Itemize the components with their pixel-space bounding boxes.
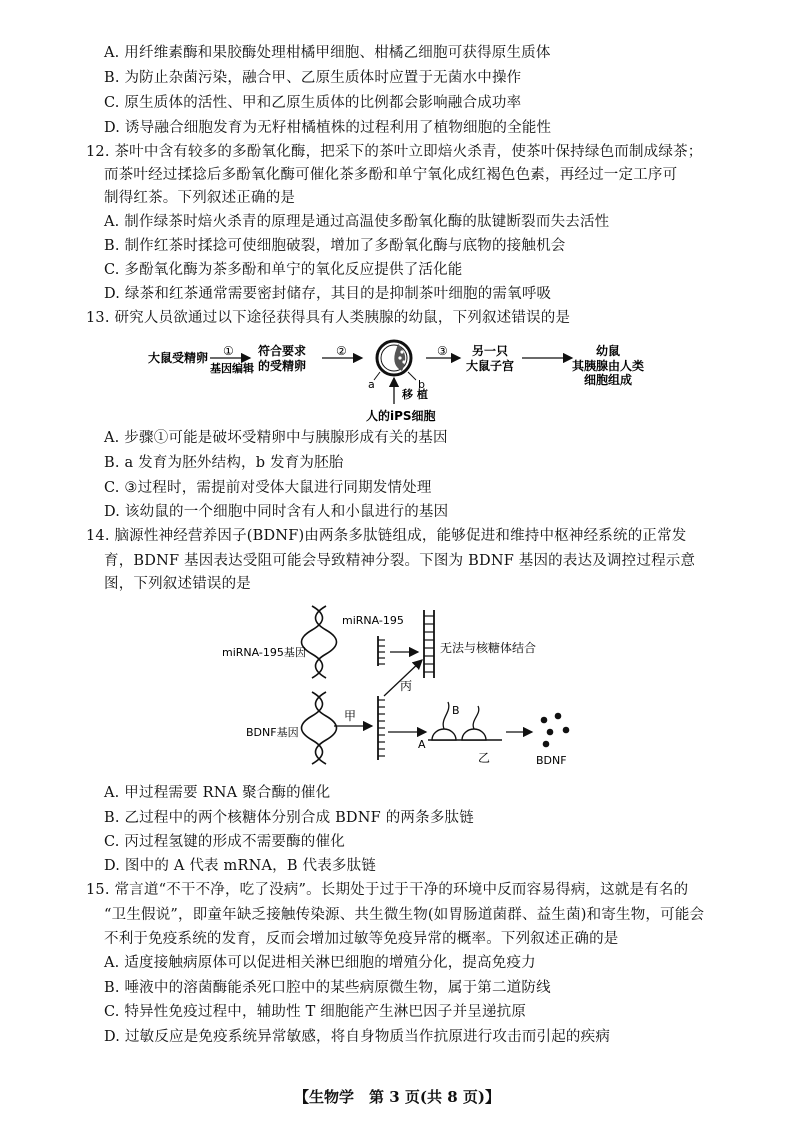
q14-bdnf-label: BDNF: [536, 754, 567, 767]
q14-stem-line3: 图，下列叙述错误的是: [104, 576, 251, 592]
q13-node-pup-line2: 其胰腺由人类: [572, 359, 645, 373]
q14-label-A: A: [418, 738, 426, 751]
q15-option-a: A. 适度接触病原体可以促进相关淋巴细胞的增殖分化，提高免疫力: [104, 955, 536, 971]
q14-option-c: C. 丙过程氢键的形成不需要酶的催化: [104, 834, 345, 850]
q11-option-c: C. 原生质体的活性、甲和乙原生质体的比例都会影响融合成功率: [104, 95, 522, 111]
q13-ips-label: 人的iPS细胞: [366, 409, 436, 423]
q13-node-uterus-line1: 另一只: [472, 344, 509, 358]
q13-option-d: D. 该幼鼠的一个细胞中同时含有人和小鼠进行的基因: [104, 504, 449, 520]
q13-step1-label: 基因编辑: [210, 362, 254, 375]
q14-no-binding-label: 无法与核糖体结合: [440, 641, 537, 655]
q14-stem-line1: 14. 脑源性神经营养因子(BDNF)由两条多肽链组成，能够促进和维持中枢神经系统的正常发: [86, 528, 687, 544]
q14-process-yi-label: 乙: [478, 751, 491, 765]
q14-option-a: A. 甲过程需要 RNA 聚合酶的催化: [104, 785, 331, 801]
q13-node-qualified-line1: 符合要求: [258, 344, 307, 358]
q15-stem-line3: 不利于免疫系统的发育，反而会增加过敏等免疫异常的概率。下列叙述正确的是: [104, 931, 619, 947]
q14-stem-line2: 育，BDNF 基因表达受阻可能会导致精神分裂。下图为 BDNF 基因的表达及调控过程示意: [104, 553, 696, 569]
q14-option-b: B. 乙过程中的两个核糖体分别合成 BDNF 的两条多肽链: [104, 810, 474, 826]
q11-option-d: D. 诱导融合细胞发育为无籽柑橘植株的过程利用了植物细胞的全能性: [104, 120, 552, 136]
q11-option-a: A. 用纤维素酶和果胶酶处理柑橘甲细胞、柑橘乙细胞可获得原生质体: [104, 45, 551, 61]
q14-label-B: B: [452, 704, 460, 717]
q15-stem-line2: “卫生假说”，即童年缺乏接触传染源、共生微生物(如胃肠道菌群、益生菌)和寄生物，可能会: [104, 907, 705, 923]
q12-stem-line2: 而茶叶经过揉捻后多酚氧化酶可催化茶多酚和单宁氧化成红褐色色素，再经过一定工序可: [104, 167, 678, 183]
q12-option-b: B. 制作红茶时揉捻可使细胞破裂，增加了多酚氧化酶与底物的接触机会: [104, 238, 566, 254]
bdnf-gene-helix-icon: [302, 692, 337, 764]
q14-bdnf-gene-label: BDNF基因: [246, 726, 299, 739]
q13-option-a: A. 步骤①可能是破坏受精卵中与胰腺形成有关的基因: [104, 430, 448, 446]
q14-option-d: D. 图中的 A 代表 mRNA，B 代表多肽链: [104, 858, 377, 874]
q13-label-b: b: [418, 378, 425, 391]
q15-option-d: D. 过敏反应是免疫系统异常敏感，将自身物质当作抗原进行攻击而引起的疾病: [104, 1029, 611, 1045]
blastocyst-icon: [377, 341, 411, 375]
q12-stem-line3: 制得红茶。下列叙述正确的是: [104, 190, 296, 206]
q13-step3-marker: ③: [437, 344, 448, 358]
q13-step1-marker: ①: [223, 344, 234, 358]
q12-option-c: C. 多酚氧化酶为茶多酚和单宁的氧化反应提供了活化能: [104, 262, 463, 278]
q13-node-pup-line3: 细胞组成: [584, 373, 633, 387]
q13-option-c: C. ③过程时，需提前对受体大鼠进行同期发情处理: [104, 480, 432, 496]
q13-transplant-label: 移 植: [402, 388, 428, 401]
ribosome-icon: [432, 729, 486, 740]
page-footer: 【生物学 第 3 页(共 8 页)】: [294, 1088, 500, 1106]
q14-mirna-label: miRNA-195: [342, 614, 404, 627]
q13-node-pup-line1: 幼鼠: [596, 344, 621, 358]
q13-node-uterus-line2: 大鼠子宫: [466, 359, 515, 373]
q13-node-fertilized-egg: 大鼠受精卵: [148, 351, 209, 365]
bdnf-protein-icon: [541, 713, 570, 748]
q14-diagram: [200, 600, 600, 772]
q15-option-c: C. 特异性免疫过程中，辅助性 T 细胞能产生淋巴因子并呈递抗原: [104, 1004, 527, 1020]
q14-process-jia-label: 甲: [344, 709, 357, 723]
q12-option-a: A. 制作绿茶时焙火杀青的原理是通过高温使多酚氧化酶的肽键断裂而失去活性: [104, 214, 610, 230]
q13-node-qualified-line2: 的受精卵: [258, 359, 307, 373]
q13-step2-marker: ②: [336, 344, 347, 358]
q15-option-b: B. 唾液中的溶菌酶能杀死口腔中的某些病原微生物，属于第二道防线: [104, 980, 551, 996]
q14-mirna-gene-label: miRNA-195基因: [222, 646, 306, 659]
q13-label-a: a: [368, 378, 375, 391]
q13-stem: 13. 研究人员欲通过以下途径获得具有人类胰腺的幼鼠，下列叙述错误的是: [86, 310, 571, 326]
q15-stem-line1: 15. 常言道“不干不净，吃了没病”。长期处于过于干净的环境中反而容易得病，这就是有名的: [86, 882, 689, 898]
mirna-gene-helix-icon: [302, 606, 337, 678]
q12-stem-line1: 12. 茶叶中含有较多的多酚氧化酶，把采下的茶叶立即焙火杀青，使茶叶保持绿色而制成绿茶；: [86, 144, 703, 160]
q11-option-b: B. 为防止杂菌污染，融合甲、乙原生质体时应置于无菌水中操作: [104, 70, 522, 86]
q12-option-d: D. 绿茶和红茶通常需要密封储存，其目的是抑制茶叶细胞的需氧呼吸: [104, 286, 552, 302]
q14-process-bing-label: 丙: [400, 679, 413, 693]
q13-diagram: [140, 338, 660, 428]
q13-option-b: B. a 发育为胚外结构，b 发育为胚胎: [104, 455, 344, 471]
